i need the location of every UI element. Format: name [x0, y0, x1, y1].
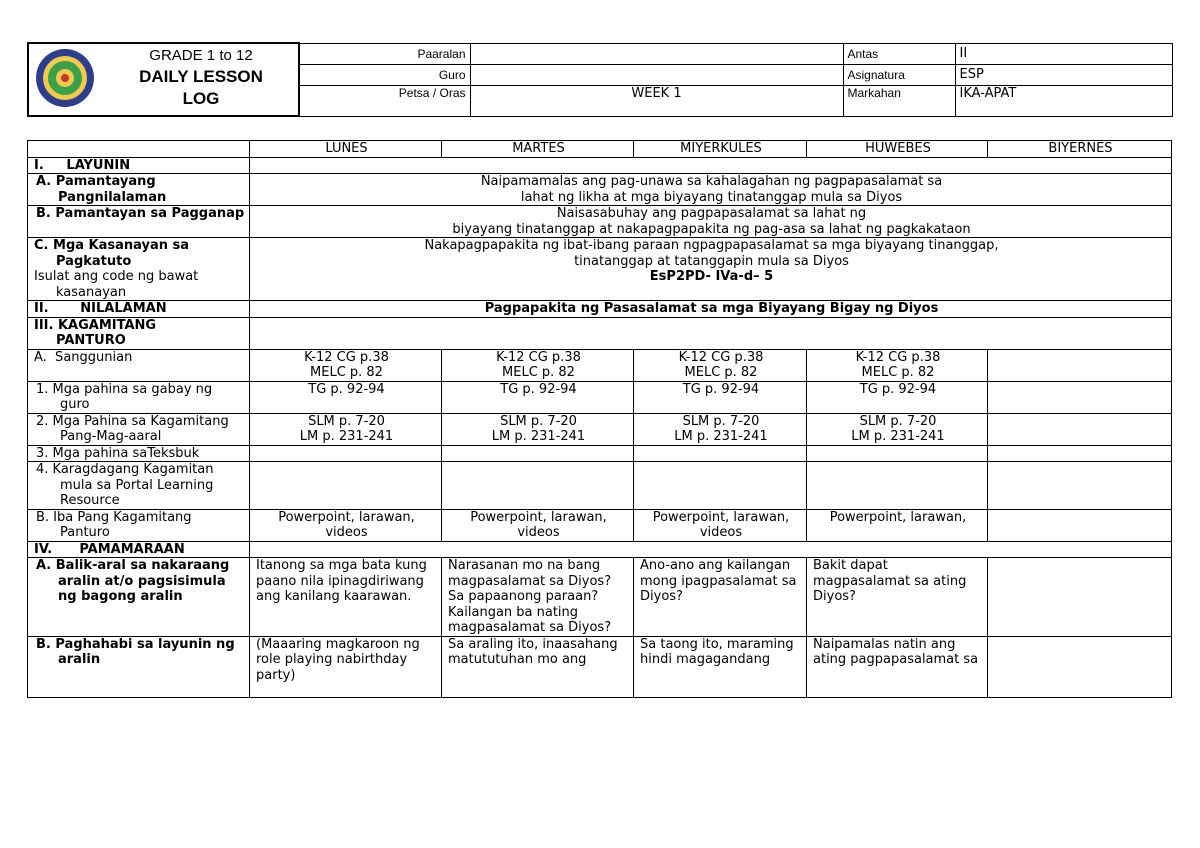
karagdagang-row: [28, 462, 1172, 510]
kasanayan-text-1: Nakapagpapakita ng ibat-ibang paraan ngpagpapasalamat sa mga biyayang tinanggap,: [424, 238, 999, 253]
pamamaraan-label: IV. PAMAMARAAN: [28, 541, 250, 558]
asignatura-label: Asignatura: [843, 64, 955, 85]
paaralan-label: Paaralan: [299, 43, 470, 64]
lm-ref: LM p. 231-241: [491, 429, 586, 444]
karagdagang-miyerkules: [634, 462, 807, 510]
day-biyernes: BIYERNES: [988, 141, 1172, 158]
pamantayang-row: [28, 174, 1172, 206]
teksbuk-row: [28, 445, 1172, 462]
guro-label: Guro: [299, 64, 470, 85]
balik-aral-lunes: Itanong sa mga bata kung paano nila ipinagdiriwang ang kanilang kaarawan.: [250, 558, 442, 637]
sanggunian-biyernes: [988, 349, 1172, 381]
pangmag-lunes: [250, 413, 442, 445]
kasanayan-content: [250, 238, 1172, 301]
title-block: [101, 46, 301, 110]
gabay-label: 1. Mga pahina sa gabay ng guro: [28, 381, 250, 413]
sanggunian-label: A. Sanggunian: [28, 349, 250, 381]
balik-aral-miyerkules: Ano-ano ang kailangan mong ipagpasalamat sa Diyos?: [634, 558, 807, 637]
iba-huwebes: [807, 509, 988, 541]
paghahabi-huwebes: Naipamalas natin ang ating pagpapasalamat sa: [807, 636, 988, 697]
sanggunian-martes: [442, 349, 634, 381]
header-logo-title-cell: [28, 43, 299, 116]
pangmag-martes: [442, 413, 634, 445]
pamantayang-text-2: lahat ng likha at mga biyayang tinatanggap mula sa Diyos: [520, 189, 903, 205]
iba-miyerkules: [634, 509, 807, 541]
kagamitan-label-2: PANTURO: [56, 333, 126, 348]
title-line-1: DAILY LESSON: [139, 67, 263, 86]
layunin-row: [28, 157, 1172, 174]
pamantayang-text-1: Naipamamalas ang pag-unawa sa kahalagahan ng pagpapasalamat sa: [480, 174, 943, 189]
day-miyerkules: MIYERKULES: [634, 141, 807, 158]
gabay-biyernes: [988, 381, 1172, 413]
iba-text-2: videos: [699, 525, 743, 540]
balik-aral-martes: Narasanan mo na bang magpasalamat sa Diyos? Sa papaanong paraan? Kailangan ba nating magpasalamat sa Diyos?: [442, 558, 634, 637]
lm-ref: LM p. 231-241: [674, 429, 768, 444]
balik-aral-label: A. Balik-aral sa nakaraang aralin at/o pagsisimula ng bagong aralin: [28, 558, 250, 637]
iba-lunes: [250, 509, 442, 541]
teksbuk-biyernes: [988, 445, 1172, 462]
pamantayang-label: A. Pamantayang Pangnilalaman: [28, 174, 250, 206]
kasanayan-text-2: tinatanggap at tatanggapin mula sa Diyos: [574, 253, 849, 269]
kagamitan-label-1: III. KAGAMITANG: [34, 317, 157, 333]
antas-label: Antas: [843, 43, 955, 64]
pamantayang-content: [250, 174, 1172, 206]
pangmag-biyernes: [988, 413, 1172, 445]
slm-ref: SLM p. 7-20: [859, 413, 937, 429]
pagganap-content: [250, 206, 1172, 238]
karagdagang-label: 4. Karagdagang Kagamitan mula sa Portal Learning Resource: [28, 462, 250, 510]
title-line-2: LOG: [182, 89, 220, 108]
markahan-label: Markahan: [843, 85, 955, 116]
asignatura-value: ESP: [955, 64, 1172, 85]
paghahabi-biyernes: [988, 636, 1172, 697]
melc-ref: MELC p. 82: [861, 365, 935, 380]
sanggunian-huwebes: [807, 349, 988, 381]
header-table: [27, 42, 1173, 117]
slm-ref: SLM p. 7-20: [682, 413, 760, 429]
teksbuk-lunes: [250, 445, 442, 462]
kasanayan-label-cell: [28, 238, 250, 301]
day-martes: MARTES: [442, 141, 634, 158]
sanggunian-miyerkules: [634, 349, 807, 381]
karagdagang-biyernes: [988, 462, 1172, 510]
karagdagang-huwebes: [807, 462, 988, 510]
karagdagang-martes: [442, 462, 634, 510]
sanggunian-row: [28, 349, 1172, 381]
kagamitan-blank: [250, 317, 1172, 349]
paghahabi-label: B. Paghahabi sa layunin ng aralin: [28, 636, 250, 697]
iba-row: [28, 509, 1172, 541]
pangmag-label: 2. Mga Pahina sa Kagamitang Pang-Mag-aaral: [28, 413, 250, 445]
kasanayan-sub-1: Isulat ang code ng bawat: [34, 269, 199, 284]
slm-ref: SLM p. 7-20: [308, 413, 385, 429]
iba-text-2: videos: [517, 525, 560, 540]
teksbuk-label: 3. Mga pahina saTeksbuk: [28, 445, 250, 462]
nilalaman-row: [28, 301, 1172, 318]
grade-label: GRADE 1 to 12: [149, 47, 253, 64]
petsa-value: WEEK 1: [470, 85, 843, 116]
kasanayan-code: EsP2PD- IVa-d– 5: [649, 269, 774, 284]
antas-value: II: [955, 43, 1172, 64]
gabay-martes: TG p. 92-94: [442, 381, 634, 413]
cg-ref: K-12 CG p.38: [855, 349, 941, 365]
kagamitan-label-cell: [28, 317, 250, 349]
kasanayan-label-1: C. Mga Kasanayan sa: [34, 238, 190, 253]
karagdagang-lunes: [250, 462, 442, 510]
day-header-row: [28, 141, 1172, 158]
corner-cell: [28, 141, 250, 158]
teksbuk-miyerkules: [634, 445, 807, 462]
nilalaman-content: Pagpapakita ng Pasasalamat sa mga Biyayang Bigay ng Diyos: [250, 301, 1172, 318]
pagganap-row: [28, 206, 1172, 238]
iba-text-1: Powerpoint, larawan,: [829, 509, 967, 525]
iba-martes: [442, 509, 634, 541]
day-huwebes: HUWEBES: [807, 141, 988, 158]
kasanayan-row: [28, 238, 1172, 301]
petsa-label: Petsa / Oras: [299, 85, 470, 116]
layunin-blank: [250, 157, 1172, 174]
melc-ref: MELC p. 82: [310, 365, 383, 380]
day-lunes: LUNES: [250, 141, 442, 158]
pamamaraan-blank: [250, 541, 1172, 558]
kagamitan-row: [28, 317, 1172, 349]
pamamaraan-row: [28, 541, 1172, 558]
teksbuk-martes: [442, 445, 634, 462]
markahan-value: IKA-APAT: [955, 85, 1172, 116]
balik-aral-biyernes: [988, 558, 1172, 637]
layunin-label: I. LAYUNIN: [28, 157, 250, 174]
balik-aral-huwebes: Bakit dapat magpasalamat sa ating Diyos?: [807, 558, 988, 637]
teksbuk-huwebes: [807, 445, 988, 462]
gabay-lunes: TG p. 92-94: [250, 381, 442, 413]
paghahabi-martes: Sa araling ito, inaasahang matututuhan mo ang: [442, 636, 634, 697]
nilalaman-label: II. NILALAMAN: [28, 301, 250, 318]
gabay-miyerkules: TG p. 92-94: [634, 381, 807, 413]
paghahabi-lunes: (Maaaring magkaroon ng role playing nabirthday party): [250, 636, 442, 697]
sanggunian-lunes: [250, 349, 442, 381]
iba-label: B. Iba Pang Kagamitang Panturo: [28, 509, 250, 541]
gabay-row: [28, 381, 1172, 413]
gabay-huwebes: TG p. 92-94: [807, 381, 988, 413]
lm-ref: LM p. 231-241: [299, 429, 394, 444]
paghahabi-miyerkules: Sa taong ito, maraming hindi magagandang: [634, 636, 807, 697]
pangmag-huwebes: [807, 413, 988, 445]
pagganap-label: B. Pamantayan sa Pagganap: [28, 206, 250, 238]
lesson-log-table: [27, 140, 1172, 698]
pangmag-row: [28, 413, 1172, 445]
lm-ref: LM p. 231-241: [851, 429, 945, 444]
cg-ref: K-12 CG p.38: [304, 349, 389, 365]
deped-seal-icon: [35, 48, 95, 108]
pagganap-text-2: biyayang tinatanggap at nakapagpapakita ng pag-asa sa lahat ng pagkakataon: [452, 221, 971, 237]
cg-ref: K-12 CG p.38: [678, 349, 764, 365]
iba-biyernes: [988, 509, 1172, 541]
guro-value: [470, 64, 843, 85]
cg-ref: K-12 CG p.38: [496, 349, 581, 365]
slm-ref: SLM p. 7-20: [500, 413, 577, 429]
melc-ref: MELC p. 82: [684, 365, 758, 380]
iba-text-2: videos: [325, 525, 368, 540]
melc-ref: MELC p. 82: [502, 365, 575, 380]
pangmag-miyerkules: [634, 413, 807, 445]
iba-text-1: Powerpoint, larawan,: [278, 509, 415, 525]
iba-text-1: Powerpoint, larawan,: [470, 509, 607, 525]
pagganap-text-1: Naisasabuhay ang pagpapasalamat sa lahat ng: [556, 206, 867, 221]
paaralan-value: [470, 43, 843, 64]
paghahabi-row: [28, 636, 1172, 697]
kasanayan-sub-2: kasanayan: [56, 284, 127, 300]
kasanayan-label-2: Pagkatuto: [56, 253, 132, 269]
balik-aral-row: [28, 558, 1172, 637]
iba-text-1: Powerpoint, larawan,: [652, 509, 790, 525]
